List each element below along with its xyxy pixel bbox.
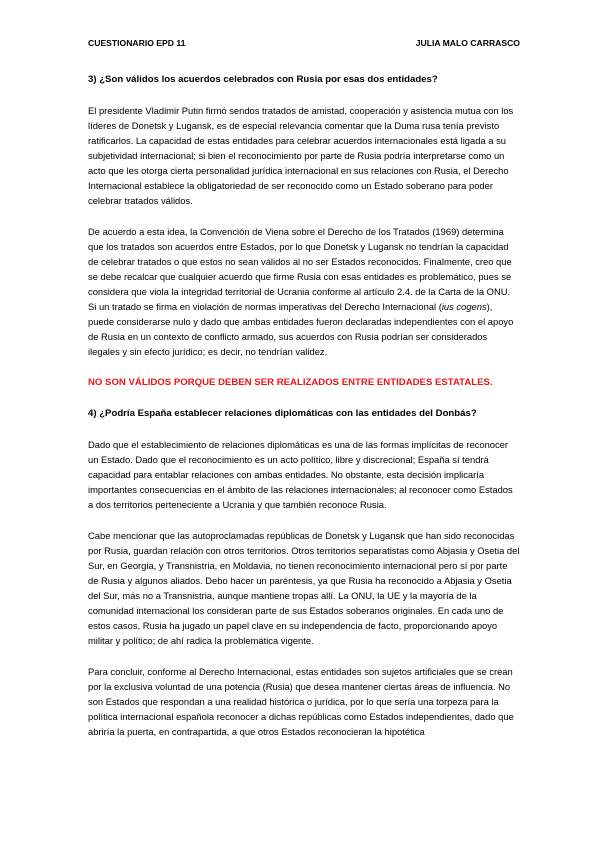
question-4-paragraph-2: Cabe mencionar que las autoproclamadas repúblicas de Donetsk y Lugansk que han sido reconocidas por Rusia, guardan relación con otros territorios. Otros territorios separatistas como Abjasia y Osetia del Sur, en Georgia, y Transnistria, en Moldavia, no tienen reconocimiento internacional pero sí por parte de Rusia y algunos aliados. Debo hacer un paréntesis, ya que Rusia ha reconocido a Abjasia y Osetia del Sur, más no a Transnistria, aunque mantiene tropas allí. La ONU, la UE y la mayoría de la comunidad internacional los consideran parte de sus Estados soberanos originales. En cada uno de estos casos, Rusia ha jugado un papel clave en su independencia de facto, proporcionando apoyo militar y político; de ahí radica la problemática vigente. xyxy=(88,530,520,646)
question-4-paragraph-1: Dado que el establecimiento de relaciones diplomáticas es una de las formas implícitas de reconocer un Estado. Dado que el reconocimiento es un acto político, libre y discrecional; España sí tendrá capacidad para entablar relaciones con ambas entidades. No obstante, esta decisión implicaría importantes consecuencias en el ámbito de las relaciones internacionales; al reconocer como Estados a dos territorios perteneciente a Ucrania y que también reconoce Rusia. xyxy=(88,439,513,510)
header-author: JULIA MALO CARRASCO xyxy=(415,38,520,48)
question-4-paragraph-3: Para concluir, conforme al Derecho Internacional, estas entidades son sujetos artificiales que se crean por la exclusiva voluntad de una potencia (Rusia) que desea mantener ciertas áreas de influencia. No son Estados que respondan a una realidad histórica o jurídica, por lo que sería una torpeza para la política internacional española reconocer a dichas repúblicas como Estados independientes, dado que abriría la puerta, en contrapartida, a que otros Estados reconocieran la hipotética xyxy=(88,666,514,737)
question-3-title: 3) ¿Son válidos los acuerdos celebrados con Rusia por esas dos entidades? xyxy=(88,74,438,85)
question-4-title: 4) ¿Podría España establecer relaciones diplomáticas con las entidades del Donbás? xyxy=(88,408,477,419)
page-header xyxy=(88,38,520,52)
document-body xyxy=(88,72,520,755)
question-3-paragraph-2 xyxy=(88,224,520,359)
question-3-answer: NO SON VÁLIDOS PORQUE DEBEN SER REALIZADOS ENTRE ENTIDADES ESTATALES. xyxy=(88,377,493,388)
italic-term: ius cogens xyxy=(441,301,487,312)
paragraph-text: ), puede considerarse nulo y dado que ambas entidades fueron declaradas independientes con el apoyo de Rusia en un contexto de conflicto armado, sus acuerdos con Rusia podrían ser considerados ilegales y sin efecto jurídico; es decir, no tendrían validez. xyxy=(88,301,514,357)
paragraph-text: De acuerdo a esta idea, la Convención de Viena sobre el Derecho de los Tratados (1969) determina que los tratados son acuerdos entre Estados, por lo que Donetsk y Lugansk no tendrían la capacidad de celebrar tratados o que estos no sean válidos al no ser Estados reconocidos. Finalmente, creo que se debe recalcar que cualquier acuerdo que firme Rusia con esas entidades es problemático, pues se considera que viola la integridad territorial de Ucrania conforme al artículo 2.4. de la Carta de la ONU. Si un tratado se firma en violación de normas imperativas del Derecho Internacional ( xyxy=(88,226,512,312)
header-title: CUESTIONARIO EPD 11 xyxy=(88,38,186,48)
question-3-paragraph-1: El presidente Vladimir Putin firmó sendos tratados de amistad, cooperación y asistencia mutua con los líderes de Donetsk y Lugansk, es de especial relevancia comentar que la Duma rusa tenía previsto ratificarlos. La capacidad de estas entidades para celebrar acuerdos internacionales está ligada a su subjetividad internacional; si bien el reconocimiento por parte de Rusia podría interpretarse como un acto que les otorga cierta personalidad jurídica internacional en sus relaciones con Rusia, el Derecho Internacional establece la obligatoriedad de ser reconocido como un Estado soberano para poder celebrar tratados válidos. xyxy=(88,105,514,206)
